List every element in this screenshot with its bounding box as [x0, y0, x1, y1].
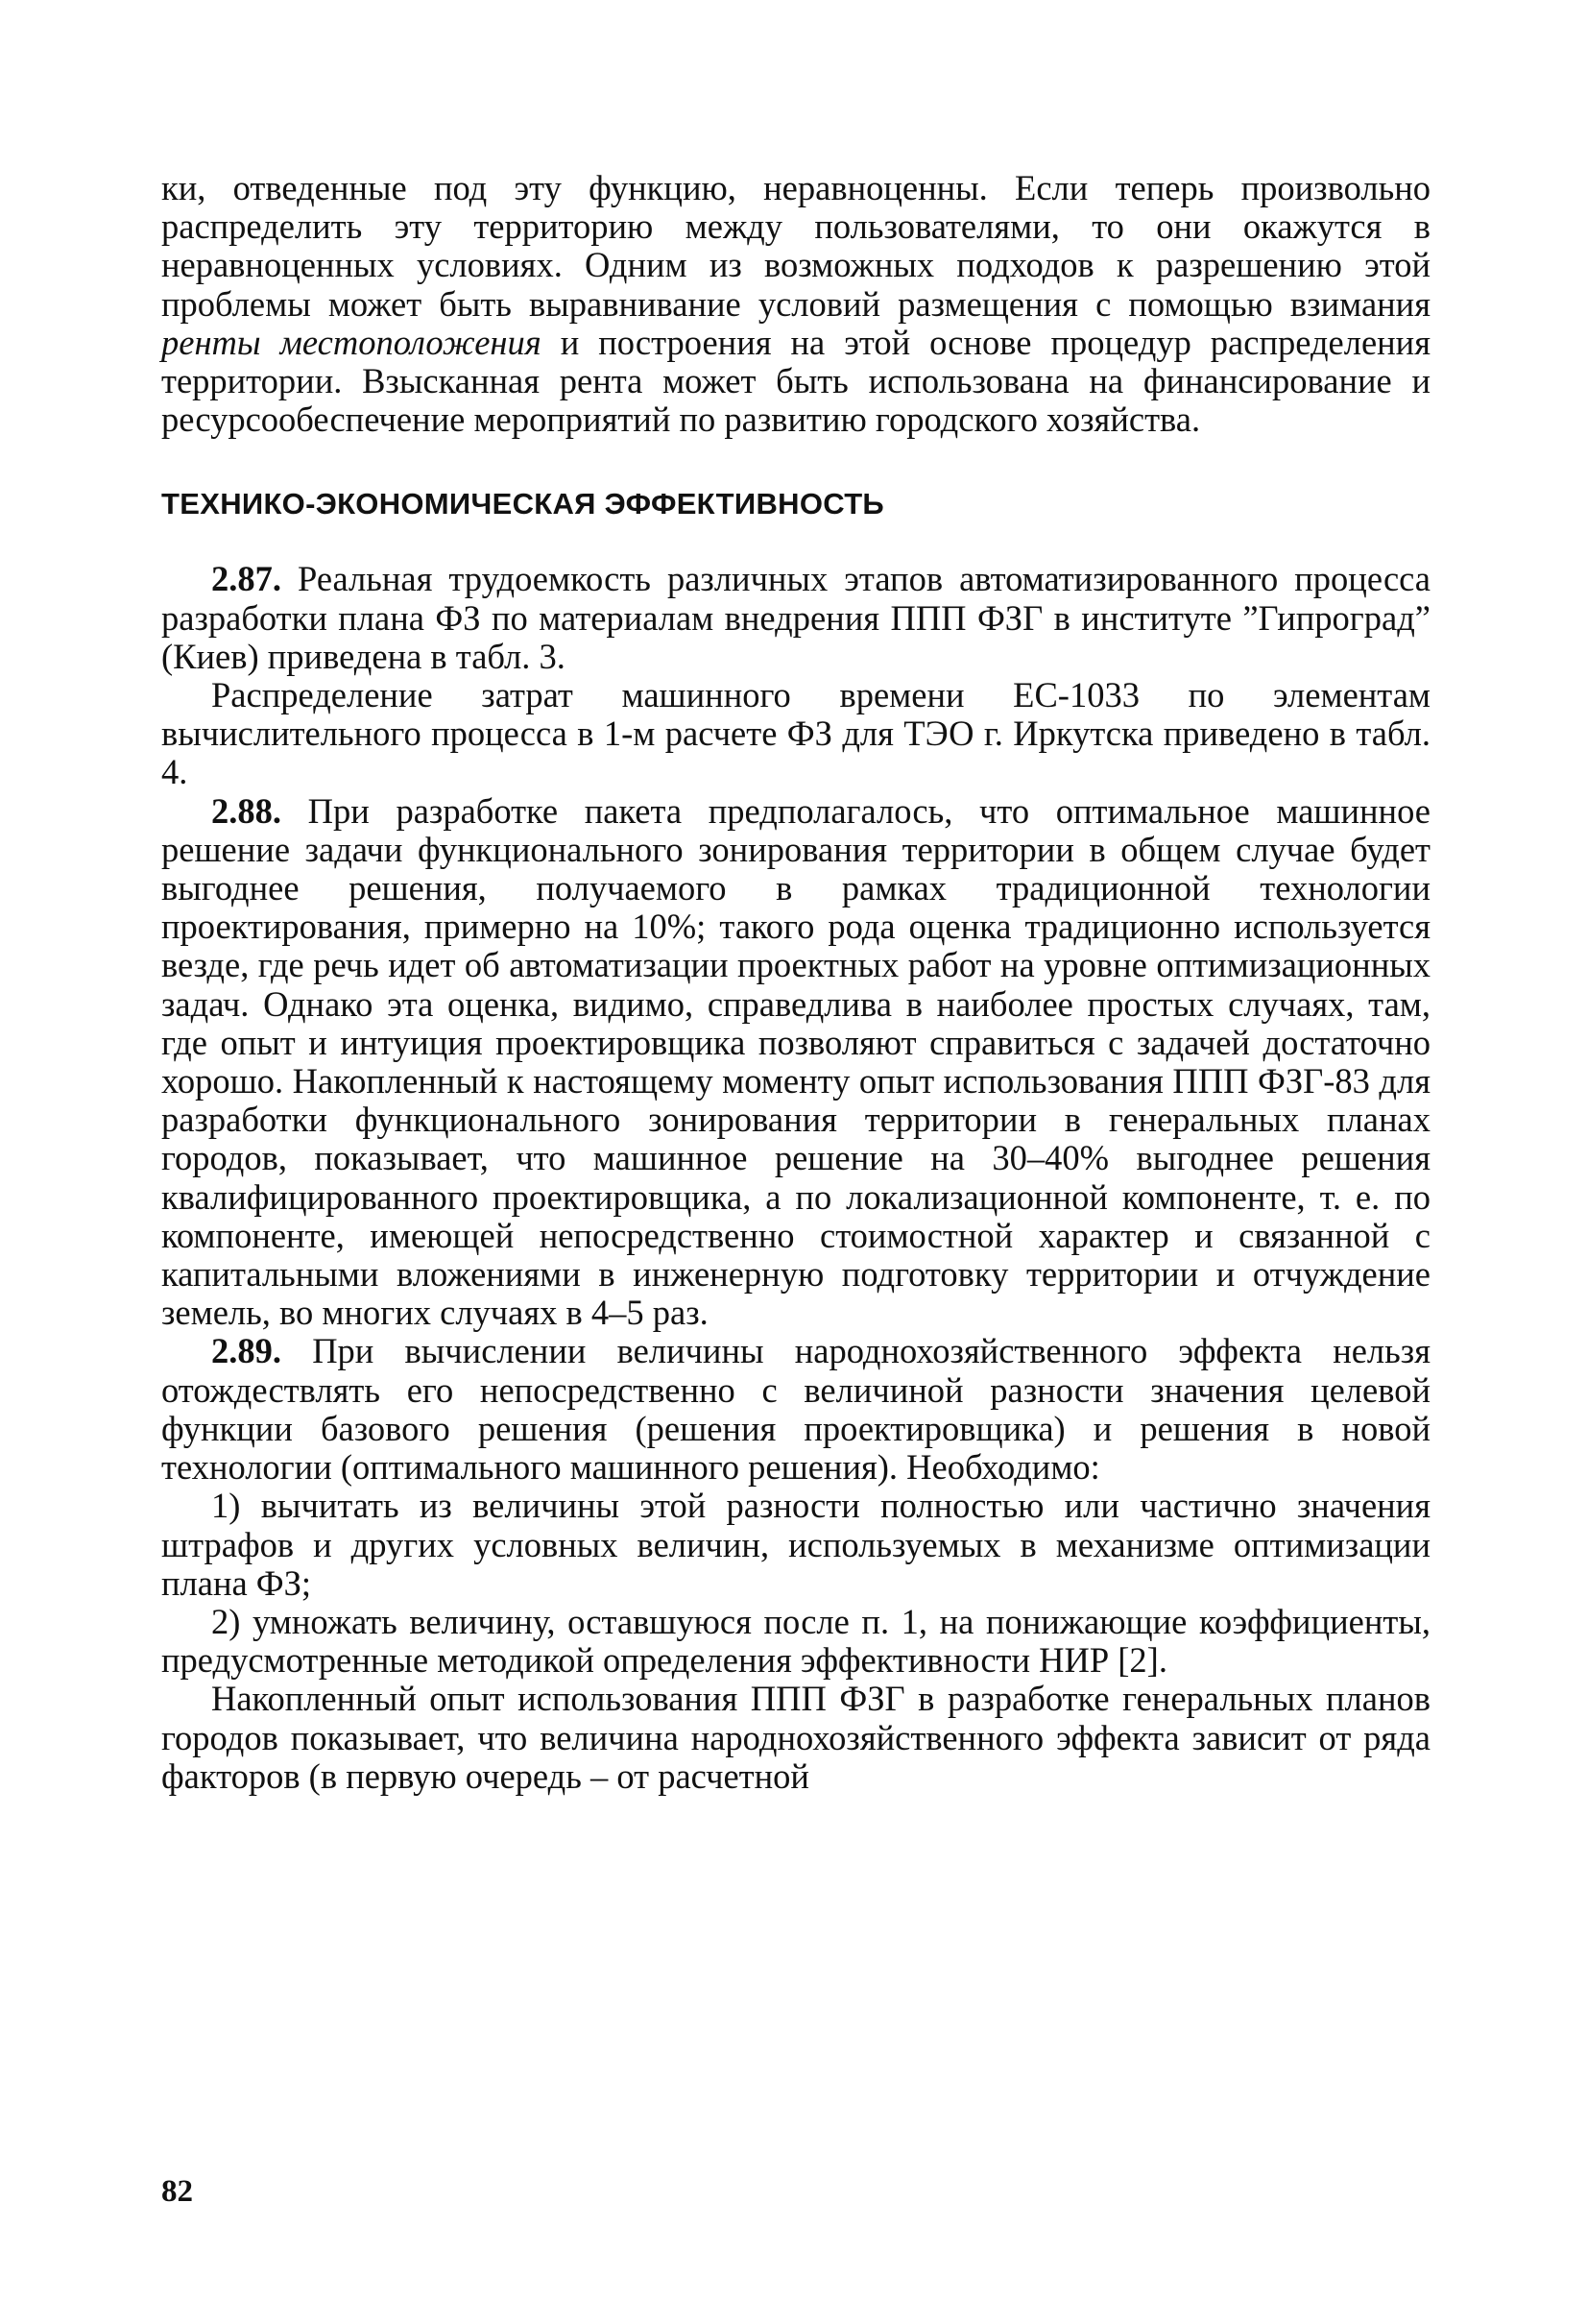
intro-paragraph: [161, 169, 1431, 439]
paragraph-distribution: Распределение затрат машинного времени ЕС-1033 по элементам вычислительного процесса в 1-м расчете ФЗ для ТЭО г. Иркутска приведено в табл. 4.: [161, 675, 1431, 792]
paragraph-number-2-88: 2.88.: [211, 790, 281, 831]
paragraph-number-2-89: 2.89.: [211, 1331, 281, 1371]
paragraph-number-2-87: 2.87.: [211, 559, 281, 599]
intro-paragraph-text-2: и построения на этой основе процедур распределения территории. Взысканная рента может быть использована на финансирование и ресурсообеспечение мероприятий по развитию городского хозяйства.: [161, 322, 1431, 440]
list-item-1: 1) вычитать из величины этой разности полностью или частично значения штрафов и других условных величин, используемых в механизме оптимизации плана ФЗ;: [161, 1486, 1431, 1603]
intro-paragraph-italic-term: ренты местоположения: [161, 322, 541, 362]
paragraph-2-89: [161, 1332, 1431, 1487]
final-paragraph: Накопленный опыт использования ППП ФЗГ в разработке генеральных планов городов показывает, что величина народнохозяйственного эффекта зависит от ряда факторов (в первую очередь – от расчетной: [161, 1679, 1431, 1796]
intro-paragraph-text-1: ки, отведенные под эту функцию, неравноценны. Если теперь произвольно распределить эту территорию между пользователями, то они окажутся в неравноценных условиях. Одним из возможных подходов к разрешению этой проблемы может быть выравнивание условий размещения с помощью взимания: [161, 168, 1431, 324]
paragraph-2-89-text: При вычислении величины народнохозяйственного эффекта нельзя отождествлять его непосредственно с величиной разности значения целевой функции базового решения (решения проектировщика) и решения в новой технологии (оптимального машинного решения). Необходимо:: [161, 1331, 1431, 1488]
paragraph-2-88: [161, 792, 1431, 1333]
page-body: [161, 169, 1431, 1796]
list-item-2: 2) умножать величину, оставшуюся после п. 1, на понижающие коэффициенты, предусмотренные методикой определения эффективности НИР [2].: [161, 1601, 1431, 1681]
page-number: 82: [161, 2174, 193, 2209]
paragraph-2-88-text: При разработке пакета предполагалось, что оптимальное машинное решение задачи функционального зонирования территории в общем случае будет выгоднее решения, получаемого в рамках традиционной технологии проектирования, примерно на 10%; такого рода оценка традиционно используется везде, где речь идет об автоматизации проектных работ на уровне оптимизационных задач. Однако эта оценка, видимо, справедлива в наиболее простых случаях, там, где опыт и интуиция проектировщика позволяют справиться с задачей достаточно хорошо. Накопленный к настоящему моменту опыт использования ППП ФЗГ-83 для разработки функционального зонирования территории в генеральных планах городов, показывает, что машинное решение на 30–40% выгоднее решения квалифицированного проектировщика, а по локализационной компоненте, т. е. по компоненте, имеющей непосредственно стоимостной характер и связанной с капитальными вложениями в инженерную подготовку территории и отчуждение земель, во многих случаях в 4–5 раз.: [161, 790, 1431, 1333]
section-heading: ТЕХНИКО-ЭКОНОМИЧЕСКАЯ ЭФФЕКТИВНОСТЬ: [161, 487, 885, 521]
paragraph-2-87: [161, 560, 1431, 676]
paragraph-2-87-text: Реальная трудоемкость различных этапов автоматизированного процесса разработки плана ФЗ по материалам внедрения ППП ФЗГ в институте ”Гипроград” (Киев) приведена в табл. 3.: [161, 559, 1431, 676]
